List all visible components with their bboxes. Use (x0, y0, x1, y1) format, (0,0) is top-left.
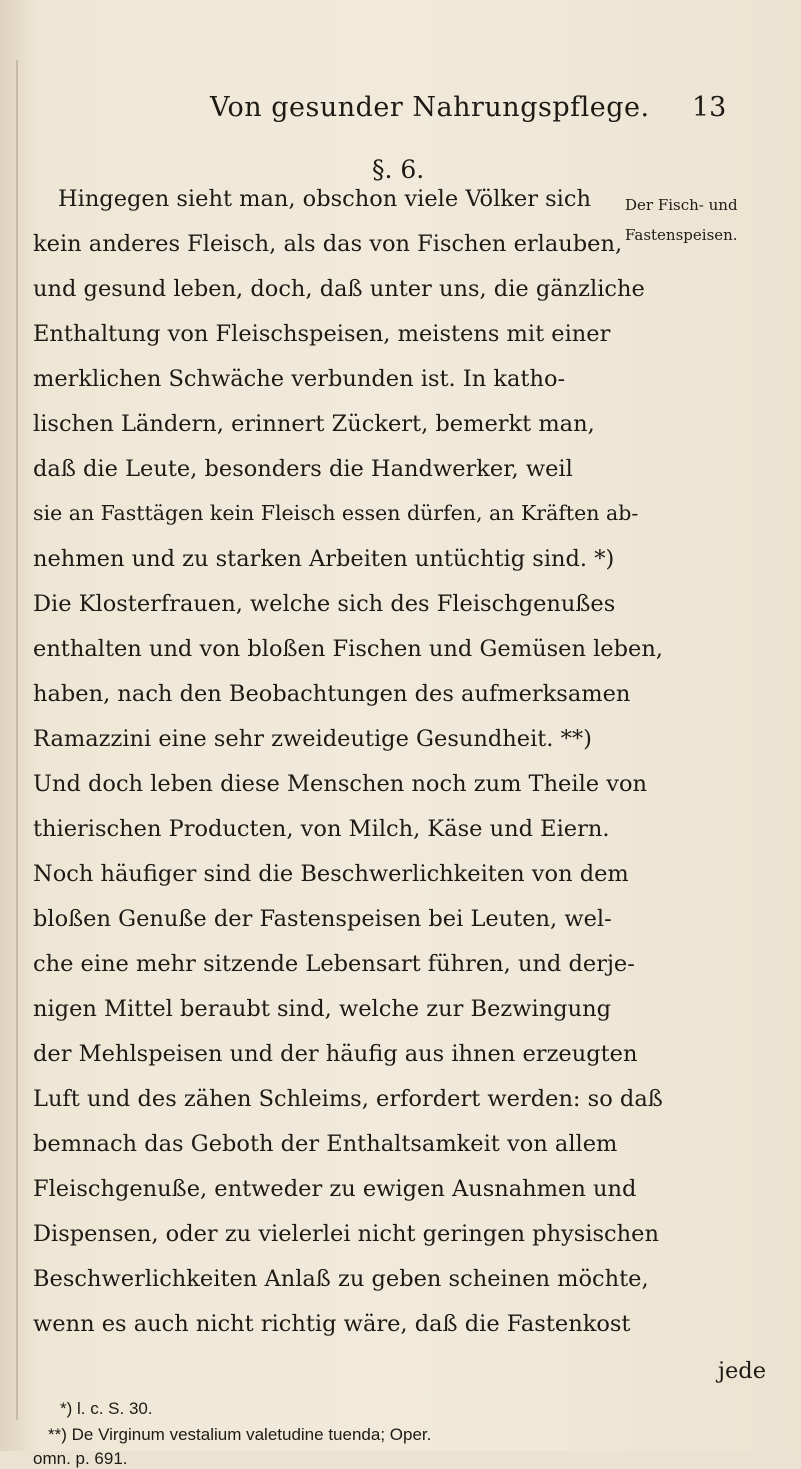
text-line: nigen Mittel beraubt sind, welche zur Bezwingung (33, 996, 611, 1022)
text-line: und gesund leben, doch, daß unter uns, die gänzliche (33, 276, 645, 302)
text-line: Luft und des zähen Schleims, erfordert werden: so daß (33, 1086, 663, 1112)
text-line: haben, nach den Beobachtungen des aufmerksamen (33, 681, 631, 707)
text-line: enthalten und von bloßen Fischen und Gemüsen leben, (33, 636, 663, 662)
running-title: Von gesunder Nahrungspflege. (210, 92, 650, 123)
text-line: Dispensen, oder zu vielerlei nicht geringen physischen (33, 1221, 659, 1247)
page-number: 13 (692, 92, 727, 123)
text-line: Ramazzini eine sehr zweideutige Gesundheit. **) (33, 726, 592, 752)
footnote-1: *) l. c. S. 30. (60, 1399, 153, 1418)
text-line: daß die Leute, besonders die Handwerker, weil (33, 456, 573, 482)
text-line: Und doch leben diese Menschen noch zum Theile von (33, 771, 647, 797)
catchword: jede (718, 1358, 767, 1384)
text-line: che eine mehr sitzende Lebensart führen, und derje- (33, 951, 635, 977)
footnote-2: **) De Virginum vestalium valetudine tuenda; Oper. (48, 1425, 432, 1444)
text-line: Beschwerlichkeiten Anlaß zu geben scheinen möchte, (33, 1266, 649, 1292)
footnote-2-continued: omn. p. 691. (33, 1449, 128, 1468)
marginal-note (625, 190, 801, 250)
page-edge-line (16, 60, 18, 1420)
text-line: kein anderes Fleisch, als das von Fischen erlauben, (33, 231, 623, 257)
text-line: Hingegen sieht man, obschon viele Völker sich (58, 186, 591, 212)
text-line: bemnach das Geboth der Enthaltsamkeit von allem (33, 1131, 618, 1157)
text-line: Enthaltung von Fleischspeisen, meistens mit einer (33, 321, 611, 347)
text-line: merklichen Schwäche verbunden ist. In katho- (33, 366, 566, 392)
text-line: Fleischgenuße, entweder zu ewigen Ausnahmen und (33, 1176, 637, 1202)
marginal-note-line: Der Fisch- und (625, 196, 738, 214)
text-line: bloßen Genuße der Fastenspeisen bei Leuten, wel- (33, 906, 612, 932)
section-mark: §. 6. (372, 155, 425, 184)
text-line: Noch häufiger sind die Beschwerlichkeiten von dem (33, 861, 629, 887)
text-line: thierischen Producten, von Milch, Käse und Eiern. (33, 816, 610, 842)
text-line: lischen Ländern, erinnert Zückert, bemerkt man, (33, 411, 595, 437)
marginal-note-line: Fastenspeisen. (625, 226, 738, 244)
text-line: Die Klosterfrauen, welche sich des Fleischgenußes (33, 591, 616, 617)
text-line: nehmen und zu starken Arbeiten untüchtig sind. *) (33, 546, 615, 572)
text-line: sie an Fasttägen kein Fleisch essen dürfen, an Kräften ab- (33, 501, 639, 525)
text-line: der Mehlspeisen und der häufig aus ihnen erzeugten (33, 1041, 638, 1067)
text-line: wenn es auch nicht richtig wäre, daß die Fastenkost (33, 1311, 631, 1337)
